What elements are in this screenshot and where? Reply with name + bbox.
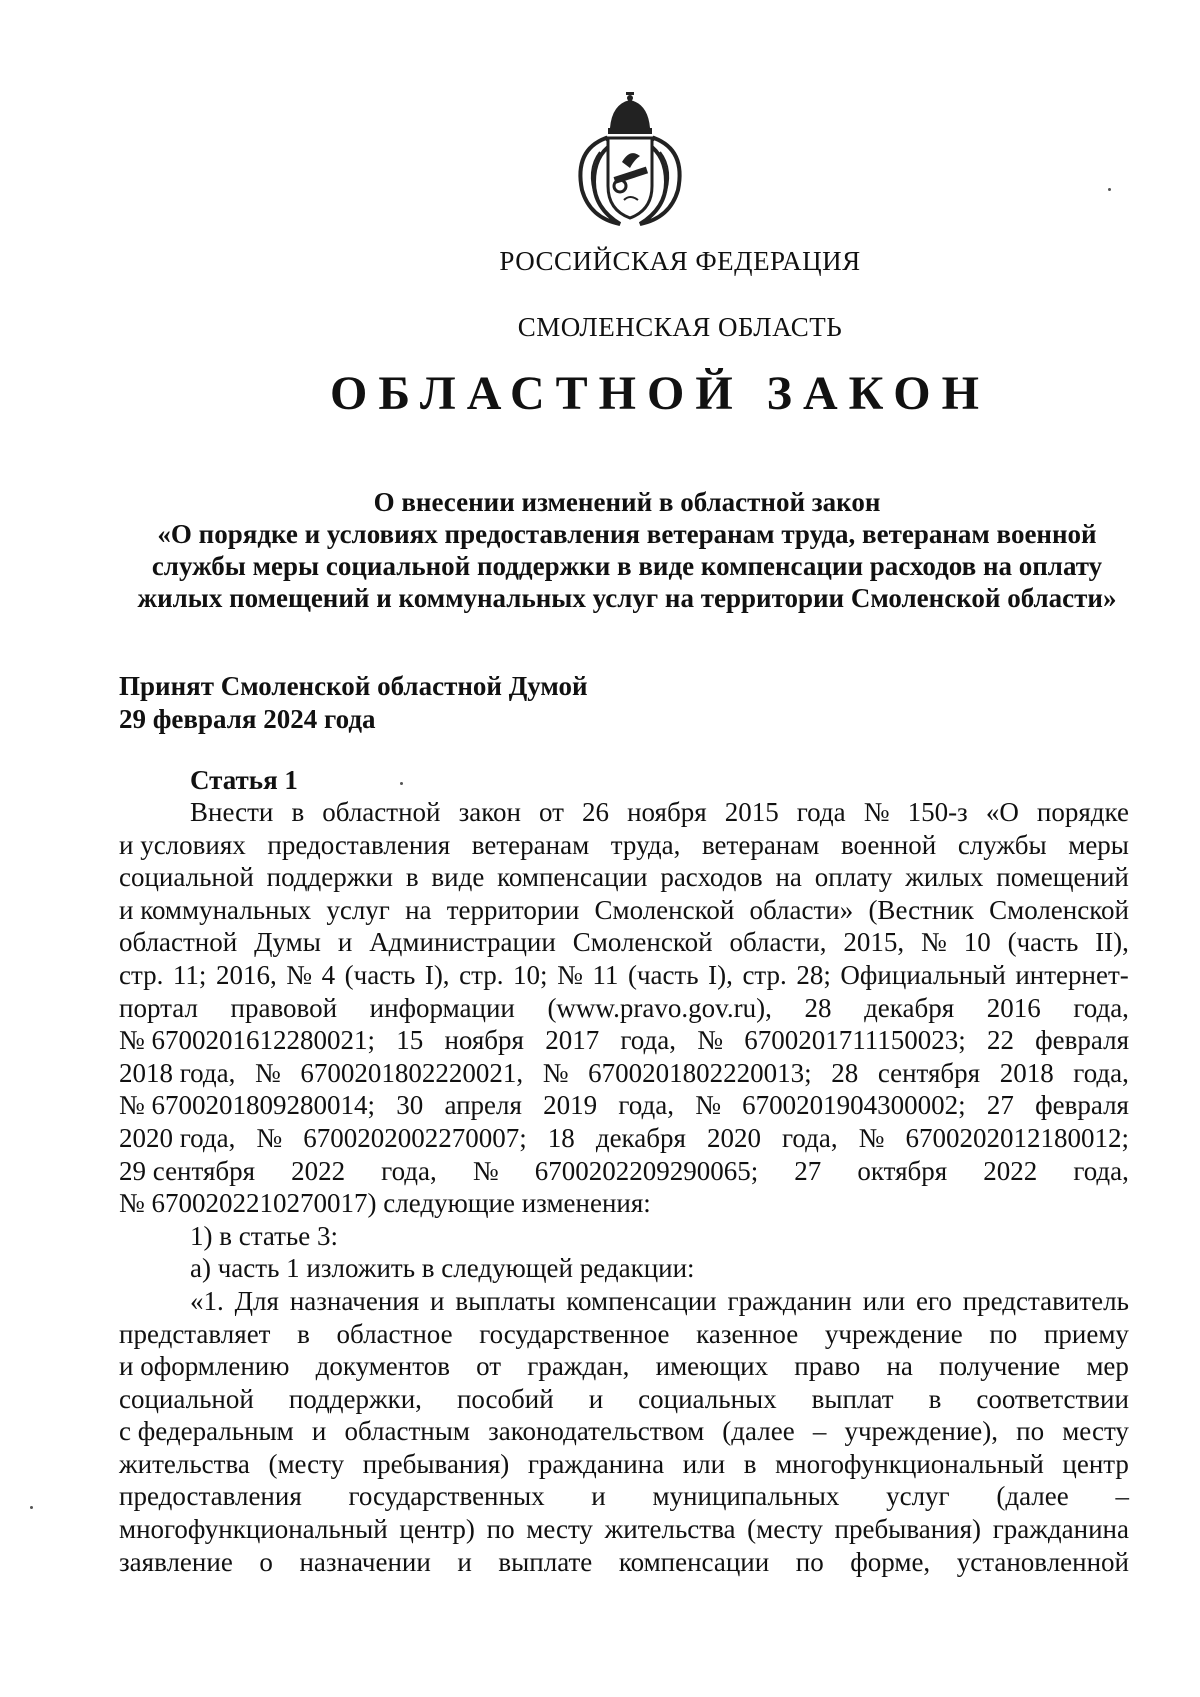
text-word: пребывания) (362, 1448, 510, 1479)
text-word: № (863, 797, 890, 827)
text-word: и (457, 1546, 472, 1577)
text-word: государственных (348, 1481, 545, 1512)
text-line (119, 1089, 1129, 1122)
text-line (119, 796, 1129, 829)
title-line: О внесении изменений в областной закон (373, 487, 881, 517)
text-word: № (254, 1057, 281, 1088)
adopted-by: Принят Смоленской областной Думой (119, 671, 588, 701)
text-word: 2018 (999, 1057, 1054, 1088)
text-word: 2017 (545, 1025, 600, 1056)
text-word: а) часть 1 изложить в следующей редакции: (190, 1253, 695, 1284)
text-word: № 6700202210270017) следующие изменения: (119, 1188, 651, 1219)
text-word: 27 (986, 1090, 1014, 1121)
text-word: учреждение (824, 1318, 963, 1349)
text-word: I), (708, 959, 733, 990)
text-word: меры (1068, 829, 1129, 860)
text-word: и условиях (119, 829, 246, 860)
text-word: 2016, (215, 959, 277, 990)
text-word: и (337, 927, 353, 958)
text-line (119, 959, 1129, 992)
text-word: с федеральным (119, 1416, 294, 1447)
text-word: 2016 (986, 992, 1041, 1023)
text-word: (Вестник (868, 894, 974, 925)
text-word: жилых (905, 862, 984, 893)
text-word: получение (939, 1351, 1061, 1382)
text-line (119, 1057, 1129, 1090)
text-word: года, (1073, 1057, 1129, 1088)
text-word: 22 (986, 1025, 1014, 1056)
text-word: года, (620, 1025, 677, 1056)
text-word: (далее (996, 1481, 1069, 1512)
title-line: службы меры социальной поддержки в виде компенсации расходов на оплату (151, 551, 1103, 581)
text-word: 28; (796, 959, 831, 990)
text-word: февраля (1035, 1090, 1129, 1121)
text-word: многофункциональный (775, 1448, 1044, 1479)
text-word: мер (1086, 1351, 1129, 1382)
text-word: областным (344, 1416, 470, 1447)
text-word: муниципальных (652, 1481, 840, 1512)
text-word: пособий (456, 1383, 554, 1414)
text-word: государственное (479, 1318, 670, 1349)
text-word: 10; (513, 959, 548, 990)
text-word: в (291, 797, 305, 827)
text-word: II), (1095, 927, 1129, 958)
text-line (119, 1383, 1129, 1416)
text-word: (часть (1007, 927, 1079, 958)
text-word: или (862, 1285, 906, 1316)
text-line (119, 1480, 1129, 1513)
text-word: документов (315, 1351, 450, 1382)
text-word: года (796, 797, 846, 827)
text-word: от (476, 1351, 502, 1382)
text-word: 11; (172, 959, 207, 990)
text-line (119, 1285, 1129, 1318)
text-word: на (886, 1351, 913, 1382)
text-word: 2022 (983, 1155, 1038, 1186)
text-word: на (405, 894, 432, 925)
text-word: предоставления (267, 829, 451, 860)
title-line: «О порядке и условиях предоставления ветеранам труда, ветеранам военной (157, 519, 1097, 549)
text-word: социальных (638, 1383, 777, 1414)
text-word: назначении (299, 1546, 431, 1577)
text-line (119, 1024, 1129, 1057)
text-word: закон (458, 797, 521, 827)
text-word: по (1016, 1416, 1045, 1447)
text-word: областной (119, 927, 238, 958)
text-word: года, (381, 1155, 437, 1186)
text-word: 2020 года, (119, 1122, 236, 1153)
text-word: труда, (610, 829, 681, 860)
text-word: ветеранам (701, 829, 820, 860)
text-word: и (591, 1481, 606, 1512)
text-word: Думы (254, 927, 321, 958)
country-name: РОССИЙСКАЯ ФЕДЕРАЦИЯ (499, 246, 861, 276)
text-word: и оформлению (119, 1351, 290, 1382)
text-word: интернет- (1015, 959, 1129, 990)
text-word: и (588, 1383, 604, 1414)
text-word: (часть (344, 959, 416, 990)
text-word: 6700202002270007; (303, 1122, 527, 1153)
text-word: 28 (804, 992, 832, 1023)
text-word: (далее (722, 1416, 795, 1447)
text-word: Администрации (369, 927, 556, 958)
text-word: выплат (811, 1383, 894, 1414)
text-word: Смоленской (572, 927, 713, 958)
text-word: стр. (742, 959, 787, 990)
text-word: (www.pravo.gov.ru), (547, 992, 772, 1023)
text-word: 2015, (843, 927, 905, 958)
text-word: компенсации (566, 1285, 717, 1316)
text-line (119, 1350, 1129, 1383)
text-word: ветеранам (471, 829, 590, 860)
text-word: 29 сентября (119, 1155, 256, 1186)
text-line (119, 1546, 1129, 1579)
text-word: 27 (794, 1155, 822, 1186)
text-word: стр. (119, 959, 164, 990)
text-word: центр) (399, 1514, 475, 1545)
text-word: области, (729, 927, 827, 958)
text-word: – (1115, 1481, 1129, 1512)
text-word: областное (336, 1318, 453, 1349)
text-line (119, 1318, 1129, 1351)
text-word: № (286, 959, 313, 990)
text-word: оплату (814, 862, 893, 893)
text-word: 6700202012180012; (905, 1122, 1129, 1153)
text-word: 28 (831, 1057, 859, 1088)
text-word: граждан, (527, 1351, 630, 1382)
text-word: по (795, 1546, 824, 1577)
text-word: и (311, 1416, 327, 1447)
text-line (119, 1448, 1129, 1481)
text-word: компенсации (618, 1546, 770, 1577)
text-word: № (921, 927, 947, 958)
text-word: и коммунальных (119, 894, 312, 925)
text-word: 6700201904300002; (742, 1090, 966, 1121)
text-word: гражданин (727, 1285, 852, 1316)
text-line (119, 1252, 1129, 1285)
text-word: соответствии (976, 1383, 1129, 1414)
text-word: ноября (627, 797, 707, 827)
text-word: военной (840, 829, 937, 860)
text-word: 2015 (724, 797, 779, 827)
text-word: в (405, 862, 419, 893)
text-word: I), (424, 959, 450, 990)
text-word: 1) в статье 3: (190, 1220, 338, 1251)
text-word: № (557, 959, 583, 990)
text-word: № (472, 1155, 499, 1186)
text-word: законодательством (488, 1416, 705, 1447)
text-word: 6700201711150023; (744, 1025, 966, 1056)
text-word: 6700202209290065; (534, 1155, 759, 1186)
text-word: и (430, 1285, 445, 1316)
text-word: месту (1062, 1416, 1129, 1447)
text-line (119, 1187, 1129, 1220)
text-word: декабря (864, 992, 955, 1023)
text-line (119, 992, 1129, 1025)
text-word: сентября (877, 1057, 981, 1088)
text-word: право (794, 1351, 861, 1382)
text-word: назначения (289, 1285, 420, 1316)
text-word: Официальный (840, 959, 1006, 990)
text-word: 15 (396, 1025, 424, 1056)
text-word: на (775, 862, 802, 893)
text-word: 10 (963, 927, 991, 958)
text-word: о (259, 1546, 273, 1577)
text-word: заявление (119, 1546, 233, 1577)
text-word: выплаты (455, 1285, 556, 1316)
text-word: выплате (498, 1546, 593, 1577)
text-word: или (682, 1448, 726, 1479)
text-word: помещений (996, 862, 1129, 893)
adoption-info (119, 670, 588, 736)
text-word: (месту (268, 1448, 345, 1479)
text-word: имеющих (655, 1351, 769, 1382)
text-line (119, 1513, 1129, 1546)
text-word: услуг (326, 894, 390, 925)
text-word: 6700201802220013; (588, 1057, 812, 1088)
text-word: Для (234, 1285, 279, 1316)
text-word: в (297, 1318, 310, 1349)
text-word: предоставления (119, 1481, 302, 1512)
adoption-date: 29 февраля 2024 года (119, 704, 376, 734)
title-line: жилых помещений и коммунальных услуг на территории Смоленской области» (137, 583, 1117, 613)
text-word: стр. (459, 959, 504, 990)
text-word: социальной (119, 1383, 254, 1414)
text-line (119, 894, 1129, 927)
text-word: в (743, 1448, 757, 1479)
text-word: (часть (627, 959, 699, 990)
text-word: № (697, 1025, 723, 1056)
text-word: года, (618, 1090, 674, 1121)
text-line (119, 1122, 1129, 1155)
text-word: – (812, 1416, 827, 1447)
text-word: компенсации (497, 862, 648, 893)
text-word: установленной (956, 1546, 1129, 1577)
text-word: портал (119, 992, 198, 1023)
text-word: казенное (696, 1318, 799, 1349)
text-word: гражданина (992, 1514, 1129, 1545)
text-word: Смоленской (989, 894, 1129, 925)
article-body (119, 796, 1129, 1578)
text-word: 6700201802220021, (300, 1057, 524, 1088)
text-word: (месту (747, 1514, 823, 1545)
text-word: 26 (582, 797, 610, 827)
text-word: правовой (230, 992, 338, 1023)
law-title (112, 486, 1142, 614)
article-heading: Статья 1 (190, 765, 298, 795)
text-line (119, 829, 1129, 862)
text-word: № (695, 1090, 721, 1121)
text-word: 2020 (706, 1122, 761, 1153)
text-word: апреля (444, 1090, 522, 1121)
document-type: ОБЛАСТНОЙ ЗАКОН (330, 367, 990, 420)
text-word: 150-з (907, 797, 968, 827)
text-word: от (539, 797, 564, 827)
text-word: № 6700201612280021; (119, 1025, 376, 1056)
text-word: социальной (119, 862, 254, 893)
text-word: жительства (604, 1514, 736, 1545)
text-word: по (989, 1318, 1018, 1349)
text-word: 30 (396, 1090, 424, 1121)
text-line (119, 926, 1129, 959)
text-word: февраля (1035, 1025, 1129, 1056)
text-word: месту (526, 1514, 593, 1545)
text-line (119, 1155, 1129, 1188)
text-word: порядке (1036, 797, 1129, 827)
text-word: расходов (660, 862, 763, 893)
text-word: 2022 (291, 1155, 346, 1186)
text-word: областной (322, 797, 441, 827)
text-line (119, 1415, 1129, 1448)
text-line (119, 861, 1129, 894)
text-word: службы (957, 829, 1047, 860)
text-word: форме, (850, 1546, 931, 1577)
text-word: виде (431, 862, 485, 893)
text-word: информации (369, 992, 515, 1023)
text-word: учреждение), (844, 1416, 999, 1447)
text-word: «1. (190, 1285, 224, 1316)
text-word: поддержки (266, 862, 393, 893)
coat-of-arms-icon (560, 90, 700, 230)
text-word: ноября (444, 1025, 524, 1056)
text-word: приему (1043, 1318, 1129, 1349)
text-word: области» (749, 894, 854, 925)
text-word: «О (985, 797, 1019, 827)
text-word: № (858, 1122, 885, 1153)
text-word: жительства (119, 1448, 250, 1479)
text-word: октября (857, 1155, 948, 1186)
text-word: года, (1073, 1155, 1129, 1186)
text-word: представляет (119, 1318, 271, 1349)
text-word: услуг (886, 1481, 950, 1512)
text-word: 11 (592, 959, 619, 990)
text-word: поддержки, (288, 1383, 422, 1414)
text-word: центр (1062, 1448, 1129, 1479)
text-word: в (928, 1383, 942, 1414)
text-word: его (915, 1285, 952, 1316)
region-name: СМОЛЕНСКАЯ ОБЛАСТЬ (517, 312, 843, 342)
text-word: № (256, 1122, 283, 1153)
text-word: года, (1073, 992, 1129, 1023)
text-word: Смоленской (594, 894, 735, 925)
text-word: года, (782, 1122, 838, 1153)
text-word: Внести (190, 797, 274, 827)
text-word: пребывания) (834, 1514, 982, 1545)
text-word: представитель (962, 1285, 1129, 1316)
text-word: 4 (321, 959, 336, 990)
text-line (119, 1220, 1129, 1253)
text-word: 2018 года, (119, 1057, 236, 1088)
text-word: 2019 (543, 1090, 598, 1121)
text-word: декабря (595, 1122, 686, 1153)
text-word: гражданина (527, 1448, 665, 1479)
text-word: № (542, 1057, 569, 1088)
text-word: по (486, 1514, 515, 1545)
text-word: 18 (547, 1122, 575, 1153)
text-word: многофункциональный (119, 1514, 388, 1545)
text-word: № 6700201809280014; (119, 1090, 376, 1121)
text-word: территории (446, 894, 580, 925)
